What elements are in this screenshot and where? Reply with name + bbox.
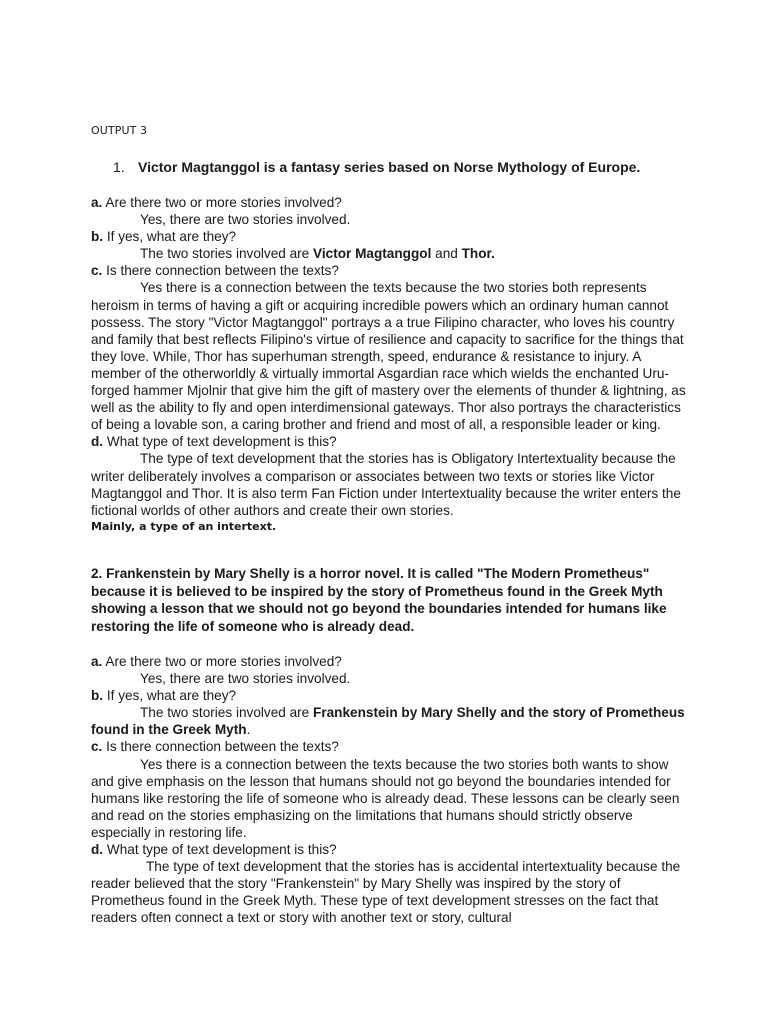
story-name: Thor.: [461, 246, 495, 262]
item-1-title: Victor Magtanggol is a fantasy series based on Norse Mythology of Europe.: [138, 159, 641, 175]
question-text: Are there two or more stories involved?: [105, 654, 342, 669]
answer-b: The two stories involved are Victor Magtanggol and Thor.: [140, 246, 495, 262]
answer-d: The type of text development that the stories has is accidental intertextuality because the reader believed that the story "Frankenstein" by Mary Shelly was inspired by the story of Prometheus found in the Greek Myth. These type of text development stresses on the fact that readers often connect a text or story with another text or story, cultural: [91, 859, 681, 926]
question-b: [91, 228, 691, 245]
answer-a: Yes, there are two stories involved.: [140, 212, 351, 228]
question-d: [91, 841, 691, 858]
question-text: What type of text development is this?: [106, 434, 337, 450]
output-heading: OUTPUT 3: [91, 124, 148, 137]
question-text: If yes, what are they?: [106, 229, 237, 245]
question-d: [91, 433, 691, 450]
question-a: [91, 194, 691, 211]
question-c: [91, 738, 691, 755]
answer-b: The two stories involved are Frankenstein by Mary Shelly and the story of Prometheus found in the Greek Myth.: [91, 705, 685, 738]
question-b: [91, 687, 691, 704]
question-c: [91, 262, 691, 279]
question-label: c.: [91, 263, 103, 279]
question-a: [91, 653, 691, 670]
note: Mainly, a type of an intertext.: [91, 519, 277, 533]
question-label: d.: [91, 434, 104, 450]
answer-c: Yes there is a connection between the texts because the two stories both represents heroism in terms of having a gift or acquiring incredible powers which an ordinary human cannot possess. The story "Victor Magtanggol" portrays a a true Filipino character, who loves his country and family that best reflects Filipino's virtue of resilience and capacity to sacrifice for the things that they love. While, Thor has superhuman strength, speed, endurance & resistance to injury. A member of the otherworldly & virtually immortal Asgardian race which wields the enchanted Uru-forged hammer Mjolnir that give him the gift of mastery over the elements of thunder & lightning, as well as the ability to fly and open interdimensional gateways. Thor also portrays the characteristics of being a lovable son, a caring brother and friend and most of all, a responsible leader or king.: [91, 280, 686, 433]
item-2-title: 2. Frankenstein by Mary Shelly is a horror novel. It is called "The Modern Prometheus" because it is believed to be inspired by the story of Prometheus found in the Greek Myth showing a lesson that we should not go beyond the boundaries intended for humans like restoring the life of someone who is already dead.: [91, 566, 667, 634]
answer-d: The type of text development that the stories has is Obligatory Intertextuality because the writer deliberately involves a comparison or associates between two texts or stories like Victor Magtanggol and Thor. It is also term Fan Fiction under Intertextuality because the writer enters the fictional worlds of other authors and create their own stories.: [91, 451, 681, 518]
question-text: Is there connection between the texts?: [106, 739, 339, 755]
question-text: Is there connection between the texts?: [106, 263, 339, 279]
section-1-qa: [91, 194, 691, 534]
section-2-qa: [91, 653, 691, 927]
answer-c: Yes there is a connection between the texts because the two stories both wants to show and give emphasis on the lesson that humans should not go beyond the boundaries intended for humans like restoring the life of someone who is already dead. These lessons can be clearly seen and read on the stories emphasizing on the limitations that humans should strictly observe especially in restoring life.: [91, 756, 680, 840]
question-label: b.: [91, 229, 104, 245]
question-text: What type of text development is this?: [106, 842, 337, 858]
document-page: [91, 0, 691, 1024]
item-1: [113, 159, 640, 175]
question-label: c.: [91, 739, 103, 755]
story-names: Frankenstein by Mary Shelly and the story of Prometheus found in the Greek Myth: [91, 705, 685, 738]
question-text: If yes, what are they?: [106, 688, 237, 704]
question-label: d.: [91, 842, 104, 858]
answer-a: Yes, there are two stories involved.: [140, 671, 351, 687]
question-label: a.: [91, 654, 103, 669]
question-label: b.: [91, 688, 104, 704]
question-text: Are there two or more stories involved?: [105, 195, 342, 210]
item-1-number: 1.: [113, 159, 125, 175]
question-label: a.: [91, 195, 103, 210]
story-name: Victor Magtanggol: [313, 246, 432, 262]
